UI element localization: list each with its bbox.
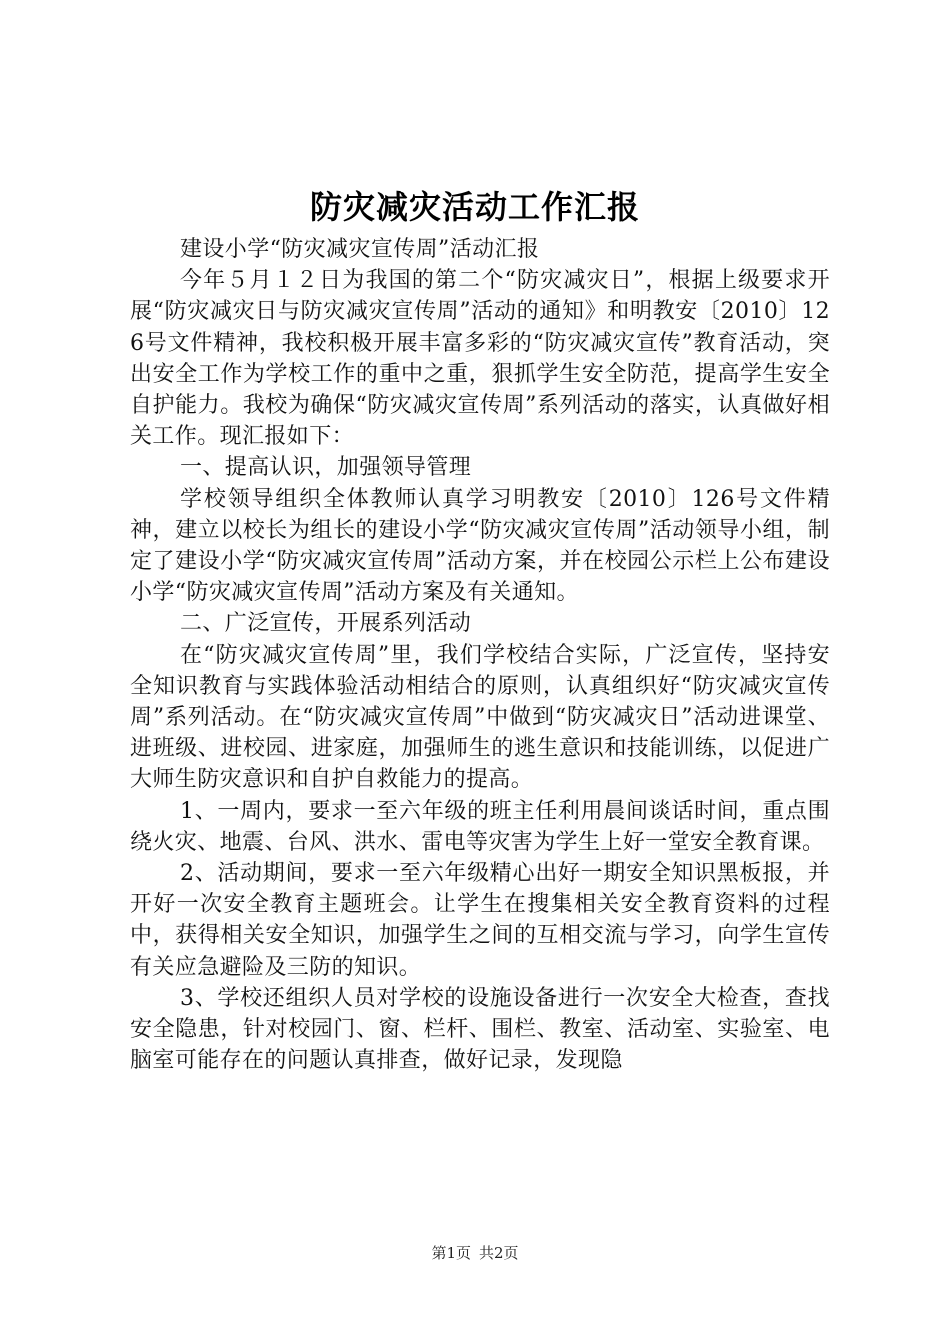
paragraph-section-1: 学校领导组织全体教师认真学习明教安〔2010〕126号文件精神，建立以校长为组长的建设小学“防灾减灾宣传周”活动领导小组，制定了建设小学“防灾减灾宣传周”活动方案，并在校园公示栏上公布建设小学“防灾减灾宣传周”活动方案及有关通知。	[130, 486, 830, 606]
paragraph-subtitle: 建设小学“防灾减灾宣传周”活动汇报	[180, 237, 540, 262]
page-footer	[0, 1243, 950, 1263]
list-item-1: 1、一周内，要求一至六年级的班主任利用晨间谈话时间，重点围绕火灾、地震、台风、洪水、雷电等灾害为学生上好一堂安全教育课。	[130, 798, 830, 855]
list-item-2: 2、活动期间，要求一至六年级精心出好一期安全知识黑板报，并开好一次安全教育主题班会。让学生在搜集相关安全教育资料的过程中，获得相关安全知识，加强学生之间的互相交流与学习，向学生宣传有关应急避险及三防的知识。	[130, 861, 830, 980]
document-title: 防灾减灾活动工作汇报	[309, 188, 640, 226]
list-item-3: 3、学校还组织人员对学校的设施设备进行一次安全大检查，查找安全隐患，针对校园门、窗、栏杆、围栏、教室、活动室、实验室、电脑室可能存在的问题认真排查，做好记录，发现隐	[130, 985, 830, 1074]
section-heading-2: 二、广泛宣传，开展系列活动	[180, 611, 472, 637]
page-number: 第1页	[431, 1244, 471, 1262]
document-body	[130, 234, 830, 1076]
paragraph-intro: 今年５月１２日为我国的第二个“防灾减灾日”，根据上级要求开展“防灾减灾日与防灾减灾宣传周”活动的通知》和明教安〔2010〕126号文件精神，我校积极开展丰富多彩的“防灾减灾宣传”教育活动，突出安全工作为学校工作的重中之重，狠抓学生安全防范，提高学生安全自护能力。我校为确保“防灾减灾宣传周”系列活动的落实，认真做好相关工作。现汇报如下：	[130, 268, 830, 450]
paragraph-section-2: 在“防灾减灾宣传周”里，我们学校结合实际，广泛宣传，坚持安全知识教育与实践体验活动相结合的原则，认真组织好“防灾减灾宣传周”系列活动。在“防灾减灾宣传周”中做到“防灾减灾日”活动进课堂、进班级、进校园、进家庭，加强师生的逃生意识和技能训练，以促进广大师生防灾意识和自护自救能力的提高。	[130, 642, 830, 793]
section-heading-1: 一、提高认识，加强领导管理	[180, 455, 472, 481]
page-total: 共2页	[479, 1244, 519, 1262]
